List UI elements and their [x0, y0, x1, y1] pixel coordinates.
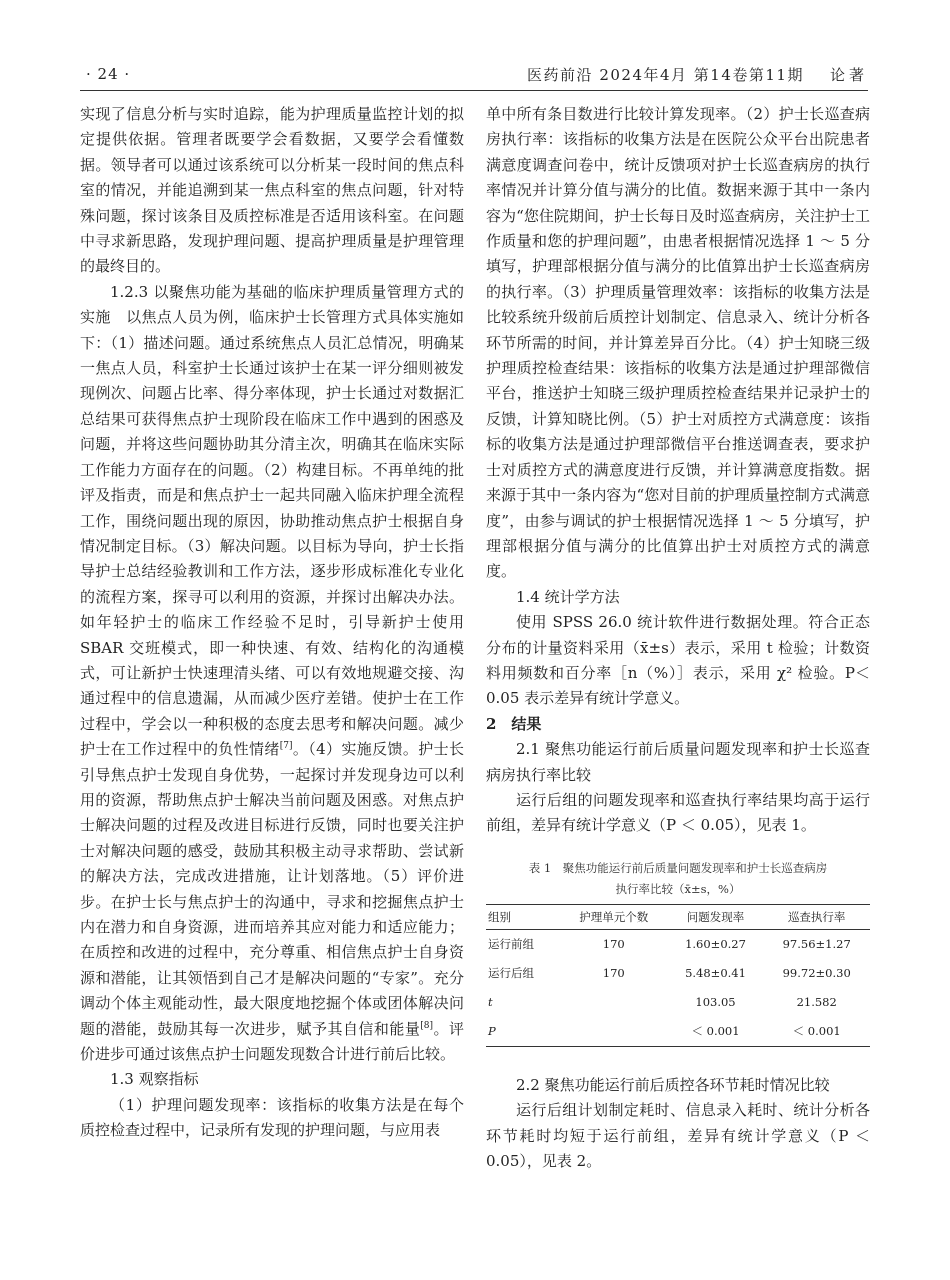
paragraph: 运行后组的问题发现率和巡查执行率结果均高于运行前组，差异有统计学意义（P ＜ 0.05），见表 1。: [486, 790, 870, 835]
table-cell: [560, 1017, 668, 1047]
table-cell: ＜ 0.001: [668, 1017, 764, 1047]
table-cell: 运行前组: [488, 936, 534, 951]
table-row: [486, 988, 870, 1017]
table-cell: ＜ 0.001: [763, 1017, 870, 1047]
citation-ref[interactable]: [8]: [420, 1020, 434, 1031]
page-number: · 24 ·: [86, 65, 131, 83]
column-header: 问题发现率: [668, 904, 764, 929]
section-heading-2-1: 2.1 聚焦功能运行前后质量问题发现率和护士长巡查病房执行率比较: [486, 740, 870, 784]
paragraph-1-2-3: [80, 280, 464, 1068]
paragraph: （1）护理问题发现率：该指标的收集方法是在每个质控检查过程中，记录所有发现的护理问题，与应用表: [80, 1095, 464, 1140]
citation-ref[interactable]: [7]: [279, 741, 293, 752]
table-cell: 21.582: [796, 994, 837, 1009]
table-row: [486, 1017, 870, 1047]
journal-title: 医药前沿 2024年4月 第14卷第11期: [527, 66, 804, 84]
table-header-row: [486, 904, 870, 929]
table-cell: [560, 988, 668, 1017]
right-column: [486, 102, 870, 1174]
section-heading-1-3: 1.3 观察指标: [110, 1070, 199, 1089]
paragraph: 单中所有条目数进行比较计算发现率。（2）护士长巡查病房执行率：该指标的收集方法是在医院公众平台出院患者满意度调查问卷中，统计反馈项对护士长巡查病房的执行率情况并计算分值与满分的比值。数据来源于其中一条内容为“您住院期间，护士长每日及时巡查病房，关注护士工作质量和您的护理问题”，由患者根据情况选择 1 ～ 5 分填写，护理部根据分值与满分的比值算出护士长巡查病房的执行率。（3）护理质量管理效率：该指标的收集方法是比较系统升级前后质控计划制定、信息录入、统计分析各环节所需的时间，并计算差异百分比。（4）护士知晓三级护理质控检查结果：该指标的收集方法是通过护理部微信平台，推送护士知晓三级护理质控检查结果并记录护士的反馈，计算知晓比例。（5）护士对质控方式满意度：该指标的收集方法是通过护理部微信平台推送调查表，要求护士对质控方式的满意度进行反馈，并计算满意度指数。据来源于其中一条内容为“您对目前的护理质量控制方式满意度”，由参与调试的护士根据情况选择 1 ～ 5 分填写，护理部根据分值与满分的比值算出护士对质控方式的满意度。: [486, 105, 870, 581]
table-1: [486, 858, 870, 1047]
table-row: [486, 929, 870, 959]
table-cell: 97.56±1.27: [782, 936, 851, 951]
table-cell: 103.05: [695, 994, 736, 1009]
paragraph-text: 。（4）实施反馈。护士长引导焦点护士发现自身优势，一起探讨并发现身边可以利用的资源，帮助焦点护士解决当前问题及困惑。对焦点护士解决问题的过程及改进目标进行反馈，同时也要关注护士对解决问题的感受，鼓励其积极主动寻求帮助、尝试新的解决方法，完成改进措施，让计划落地。（5）评价进步。在护士长与焦点护士的沟通中，寻求和挖掘焦点护士内在潜力和自身资源，进而培养其应对能力和适应能力；在质控和改进的过程中，充分尊重、相信焦点护士自身资源和潜能，让其领悟到自己才是解决问题的“专家”。充分调动个体主观能动性，最大限度地挖掘个体或团体解决问题的潜能，鼓励其每一次进步，赋予其自信和能量: [80, 740, 464, 1038]
table-cell: 170: [602, 936, 625, 951]
table-cell: 99.72±0.30: [782, 965, 851, 980]
table-cell: 1.60±0.27: [685, 936, 746, 951]
table-cell: t: [488, 994, 493, 1009]
paragraph: 使用 SPSS 26.0 统计软件进行数据处理。符合正态分布的计量资料采用（x̄±s）表示，采用 t 检验；计数资料用频数和百分率［n（%）］表示，采用 χ² 检验。P＜0.05 表示差异有统计学意义。: [486, 613, 870, 708]
column-header: 巡查执行率: [763, 904, 870, 929]
paragraph: 实现了信息分析与实时追踪，能为护理质量监控计划的拟定提供依据。管理者既要学会看数据，又要学会看懂数据。领导者可以通过该系统可以分析某一段时间的焦点科室的情况，并能追溯到某一焦点科室的焦点问题，针对特殊问题，探讨该条目及质控标准是否适用该科室。在问题中寻求新思路，发现护理问题、提高护理质量是护理管理的最终目的。: [80, 105, 464, 276]
section-heading-1-4: 1.4 统计学方法: [516, 587, 620, 606]
paragraph-text: 。评价进步可通过该焦点护士问题发现数合计进行前后比较。: [80, 1019, 464, 1064]
section-label: 论著: [829, 66, 868, 84]
column-header: 组别: [486, 904, 560, 929]
column-header: 护理单元个数: [560, 904, 668, 929]
table-cell: 170: [602, 965, 625, 980]
journal-info: [527, 64, 868, 85]
data-table: [486, 904, 870, 1047]
section-heading-2-2: 2.2 聚焦功能运行前后质控各环节耗时情况比较: [516, 1075, 830, 1094]
table-cell: P: [486, 1017, 560, 1047]
table-cell: 运行后组: [488, 965, 534, 980]
paragraph: 运行后组计划制定耗时、信息录入耗时、统计分析各环节耗时均短于运行前组，差异有统计学意义（P ＜ 0.05），见表 2。: [486, 1101, 870, 1170]
left-column: [80, 102, 464, 1144]
table-cell: 5.48±0.41: [685, 965, 746, 980]
table-row: [486, 959, 870, 988]
page-header: [80, 60, 868, 91]
table-caption: 执行率比较（x̄±s，%）: [615, 881, 741, 896]
table-caption: 表 1 聚焦功能运行前后质量问题发现率和护士长巡查病房: [528, 860, 828, 875]
paragraph-text: 1.2.3 以聚焦功能为基础的临床护理质量管理方式的实施 以焦点人员为例，临床护士长管理方式具体实施如下：（1）描述问题。通过系统焦点人员汇总情况，明确某一焦点人员，科室护士长通过该护士在某一评分细则被发现例次、问题占比率、得分率体现，护士长通过对数据汇总结果可获得焦点护士现阶段在临床工作中遇到的困惑及问题，并将这些问题协助其分清主次，明确其在临床实际工作能力方面存在的问题。（2）构建目标。不再单纯的批评及指责，而是和焦点护士一起共同融入临床护理全流程工作，围绕问题出现的原因，协助推动焦点护士根据自身情况制定目标。（3）解决问题。以目标为导向，护士长指导护士总结经验教训和工作方法，逐步形成标准化专业化的流程方案，探寻可以利用的资源，并探讨出解决办法。如年轻护士的临床工作经验不足时，引导新护士使用 SBAR 交班模式，即一种快速、有效、结构化的沟通模式，可让新护士快速理清头绪、可以有效地规避交接、沟通过程中的信息遗漏，从而减少医疗差错。使护士在工作过程中，学会以一种积极的态度去思考和解决问题。减少护士在工作过程中的负性情绪: [80, 282, 464, 759]
section-heading-2: 2 结果: [486, 714, 542, 733]
